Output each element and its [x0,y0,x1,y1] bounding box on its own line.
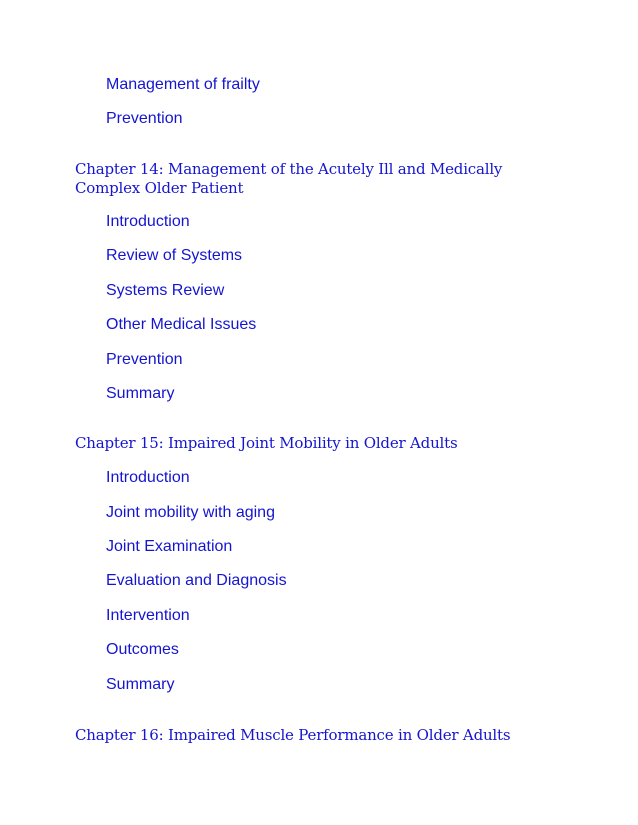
toc-link-joint-examination[interactable]: Joint Examination [106,538,233,555]
toc-link-management-of-frailty[interactable]: Management of frailty [106,76,260,93]
toc-chapter-15-link[interactable]: Chapter 15: Impaired Joint Mobility in Older Adults [75,434,458,452]
toc-link-summary[interactable]: Summary [106,385,175,402]
toc-link-outcomes[interactable]: Outcomes [106,641,179,658]
toc-link-summary[interactable]: Summary [106,676,175,693]
toc-link-evaluation-and-diagnosis[interactable]: Evaluation and Diagnosis [106,572,287,589]
toc-link-prevention[interactable]: Prevention [106,351,183,368]
toc-link-prevention[interactable]: Prevention [106,110,183,127]
toc-chapter-14-link[interactable]: Chapter 14: Management of the Acutely Ill and Medically Complex Older Patient [75,160,503,197]
toc-link-other-medical-issues[interactable]: Other Medical Issues [106,316,257,333]
toc-link-introduction[interactable]: Introduction [106,469,190,486]
toc-link-joint-mobility-with-aging[interactable]: Joint mobility with aging [106,504,275,521]
toc-link-review-of-systems[interactable]: Review of Systems [106,247,243,264]
toc-link-introduction[interactable]: Introduction [106,213,190,230]
toc-link-intervention[interactable]: Intervention [106,607,190,624]
toc-chapter-16-link[interactable]: Chapter 16: Impaired Muscle Performance in Older Adults [75,726,511,744]
toc-link-systems-review[interactable]: Systems Review [106,282,225,299]
